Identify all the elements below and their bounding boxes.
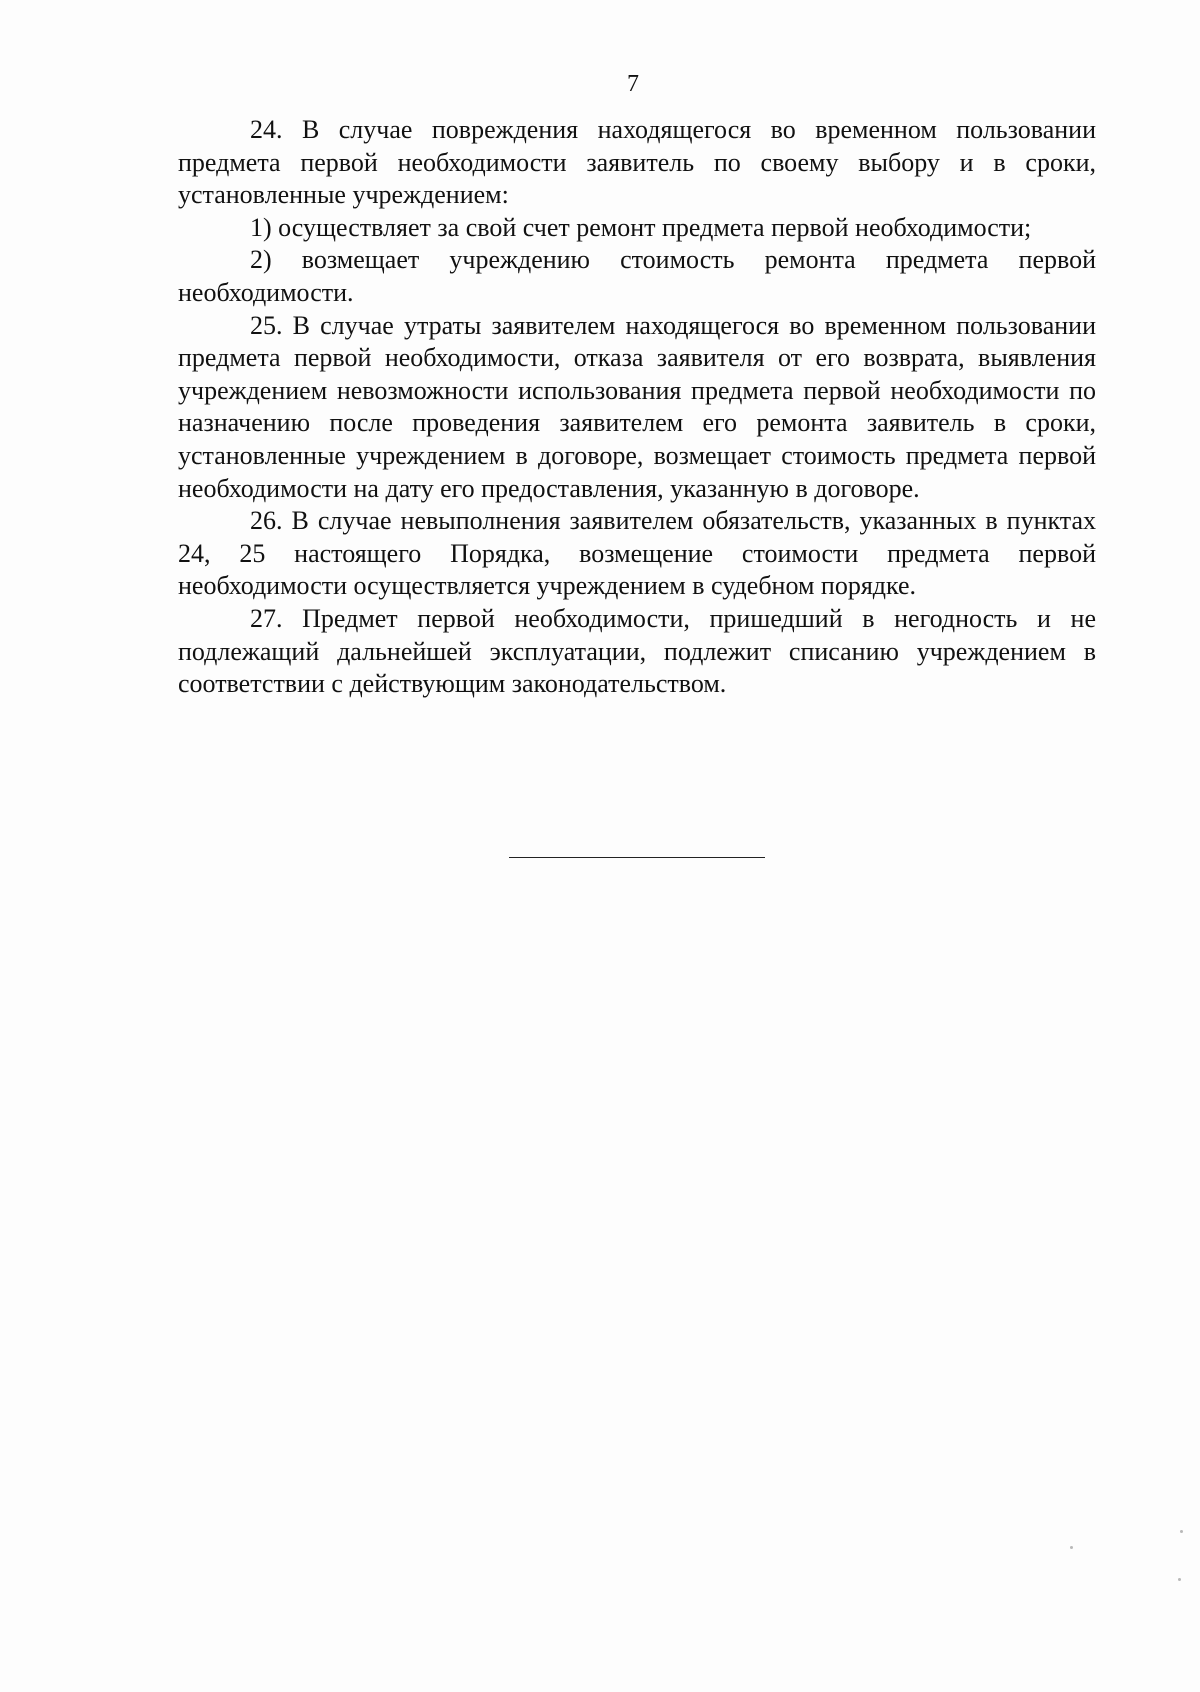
- paragraph-24: 24. В случае повреждения находящегося во временном пользовании предмета первой необходимости заявитель по своему выбору и в сроки, установленные учреждением:: [178, 115, 1096, 210]
- scan-speck: [1178, 1578, 1181, 1581]
- scan-speck: [1180, 1530, 1183, 1533]
- paragraph-27: 27. Предмет первой необходимости, пришедший в негодность и не подлежащий дальнейшей эксплуатации, подлежит списанию учреждением в соответствии с действующим законодательством.: [178, 603, 1096, 699]
- end-divider-line: [509, 857, 765, 858]
- document-body: [178, 114, 1096, 701]
- paragraph-25: 25. В случае утраты заявителем находящегося во временном пользовании предмета первой необходимости, отказа заявителя от его возврата, выявления учреждением невозможности использования предмета первой необходимости по назначению после проведения заявителем его ремонта заявитель в сроки, установленные учреждением в договоре, возмещает стоимость предмета первой необходимости на дату его предоставления, указанную в договоре.: [178, 310, 1096, 503]
- page-number: 7: [627, 71, 639, 97]
- paragraph-24-item-2: 2) возмещает учреждению стоимость ремонта предмета первой необходимости.: [178, 245, 1096, 307]
- paragraph-26: 26. В случае невыполнения заявителем обязательств, указанных в пунктах 24, 25 настоящего Порядка, возмещение стоимости предмета первой необходимости осуществляется учреждением в судебном порядке.: [178, 506, 1096, 601]
- scan-speck: [1070, 1546, 1073, 1549]
- paragraph-24-item-1: 1) осуществляет за свой счет ремонт предмета первой необходимости;: [250, 212, 1032, 242]
